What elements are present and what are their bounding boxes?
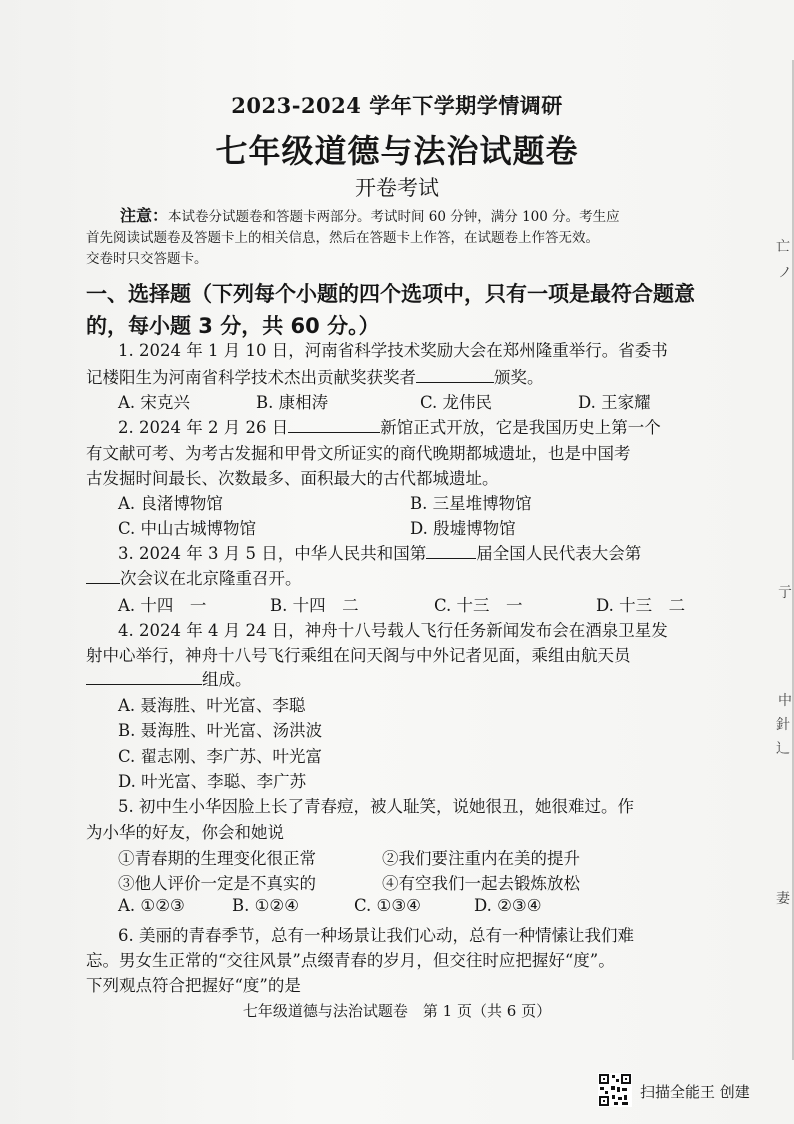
edge-glyph: ノ — [778, 265, 792, 281]
q4-line-1: 4. 2024 年 4 月 24 日，神舟十八号载人飞行任务新闻发布会在酒泉卫星发 — [118, 621, 668, 640]
q5-statement-1: ①青春期的生理变化很正常 — [118, 849, 316, 868]
answer-blank — [416, 367, 494, 383]
q4-option-d: D. 叶光富、李聪、李广苏 — [118, 772, 307, 791]
answer-blank — [86, 669, 202, 685]
q5-option-c: C. ①③④ — [354, 896, 421, 915]
q3-line-2: 次会议在北京隆重召开。 — [86, 565, 302, 589]
notice-line-2: 首先阅读试题卷及答题卡上的相关信息，然后在答题卡上作答，在试题卷上作答无效。 — [86, 230, 599, 246]
q2-line-2: 有文献可考、为考古发掘和甲骨文所证实的商代晚期都城遗址，也是中国考 — [86, 444, 631, 463]
section-heading-line-2: 的，每小题 3 分，共 60 分。） — [86, 314, 380, 338]
q3-option-c: C. 十三 一 — [434, 596, 523, 615]
q2-line-1: 2. 2024 年 2 月 26 日 新馆正式开放，它是我国历史上第一个 — [118, 418, 661, 437]
exam-type: 开卷考试 — [355, 176, 439, 200]
q5-statement-4: ④有空我们一起去锻炼放松 — [382, 874, 580, 893]
q5-option-a: A. ①②③ — [118, 896, 185, 915]
exam-title: 七年级道德与法治试题卷 — [215, 132, 579, 170]
q2-option-b: B. 三星堆博物馆 — [410, 494, 532, 513]
q4-option-a: A. 聂海胜、叶光富、李聪 — [118, 696, 306, 715]
qr-code-icon — [598, 1073, 632, 1107]
edge-glyph: 針 — [776, 717, 790, 733]
q1-option-c: C. 龙伟民 — [420, 393, 493, 412]
q2-option-d: D. 殷墟博物馆 — [410, 519, 516, 538]
q4-line-2: 射中心举行，神舟十八号飞行乘组在问天阁与中外记者见面，乘组由航天员 — [86, 646, 631, 665]
section-heading-line-1: 一、选择题（下列每个小题的四个选项中，只有一项是最符合题意 — [86, 282, 695, 306]
q6-line-3: 下列观点符合把握好“度”的是 — [86, 976, 301, 995]
edge-glyph: 亡 — [776, 239, 790, 255]
q3-option-d: D. 十三 二 — [596, 596, 686, 615]
q1-option-d: D. 王家耀 — [578, 393, 651, 412]
q1-option-b: B. 康相涛 — [256, 393, 329, 412]
q6-line-2: 忘。男女生正常的“交往风景”点缀青春的岁月，但交往时应把握好“度”。 — [86, 951, 615, 970]
q6-line-1: 6. 美丽的青春季节，总有一种场景让我们心动，总有一种情愫让我们难 — [118, 926, 634, 945]
edge-glyph: 辶 — [776, 741, 790, 757]
q5-line-1: 5. 初中生小华因脸上长了青春痘，被人耻笑，说她很丑，她很难过。作 — [118, 797, 634, 816]
q3-option-b: B. 十四 二 — [270, 596, 359, 615]
q5-option-b: B. ①②④ — [232, 896, 299, 915]
exam-term-heading: 2023-2024 学年下学期学情调研 — [231, 93, 563, 118]
q1-line-2: 记楼阳生为河南省科学技术杰出贡献奖获奖者 颁奖。 — [86, 368, 544, 387]
edge-glyph: 亍 — [778, 585, 792, 601]
notice-line-3: 交卷时只交答题卡。 — [86, 251, 208, 267]
q4-option-c: C. 翟志刚、李广苏、叶光富 — [118, 747, 323, 766]
edge-glyph: 中 — [778, 693, 792, 709]
section-heading — [86, 278, 726, 342]
q3-option-a: A. 十四 一 — [118, 596, 207, 615]
answer-blank — [86, 568, 120, 584]
answer-blank — [426, 543, 476, 559]
exam-notice — [86, 205, 706, 270]
q1-line-1: 1. 2024 年 1 月 10 日，河南省科学技术奖励大会在郑州隆重举行。省委书 — [118, 341, 668, 360]
q5-statement-2: ②我们要注重内在美的提升 — [382, 849, 580, 868]
q5-option-d: D. ②③④ — [474, 896, 542, 915]
q2-option-a: A. 良渚博物馆 — [118, 494, 223, 513]
q2-line-3: 古发掘时间最长、次数最多、面积最大的古代都城遗址。 — [86, 469, 499, 488]
q1-option-a: A. 宋克兴 — [118, 393, 190, 412]
q3-line-1: 3. 2024 年 3 月 5 日，中华人民共和国第 届全国人民代表大会第 — [118, 544, 642, 563]
page-footer: 七年级道德与法治试题卷 第 1 页（共 6 页） — [242, 1002, 552, 1020]
edge-glyph: 妻 — [776, 891, 790, 907]
q4-option-b: B. 聂海胜、叶光富、汤洪波 — [118, 721, 323, 740]
q4-line-3: 组成。 — [86, 666, 252, 690]
scanner-watermark: 扫描全能王 创建 — [640, 1083, 750, 1101]
q5-statement-3: ③他人评价一定是不真实的 — [118, 874, 316, 893]
answer-blank — [288, 417, 380, 433]
notice-line-1: 注意：本试卷分试题卷和答题卡两部分。考试时间 60 分钟，满分 100 分。考生应 — [120, 206, 620, 225]
q5-line-2: 为小华的好友，你会和她说 — [86, 823, 284, 842]
notice-label: 注意： — [120, 206, 169, 225]
q2-option-c: C. 中山古城博物馆 — [118, 519, 257, 538]
